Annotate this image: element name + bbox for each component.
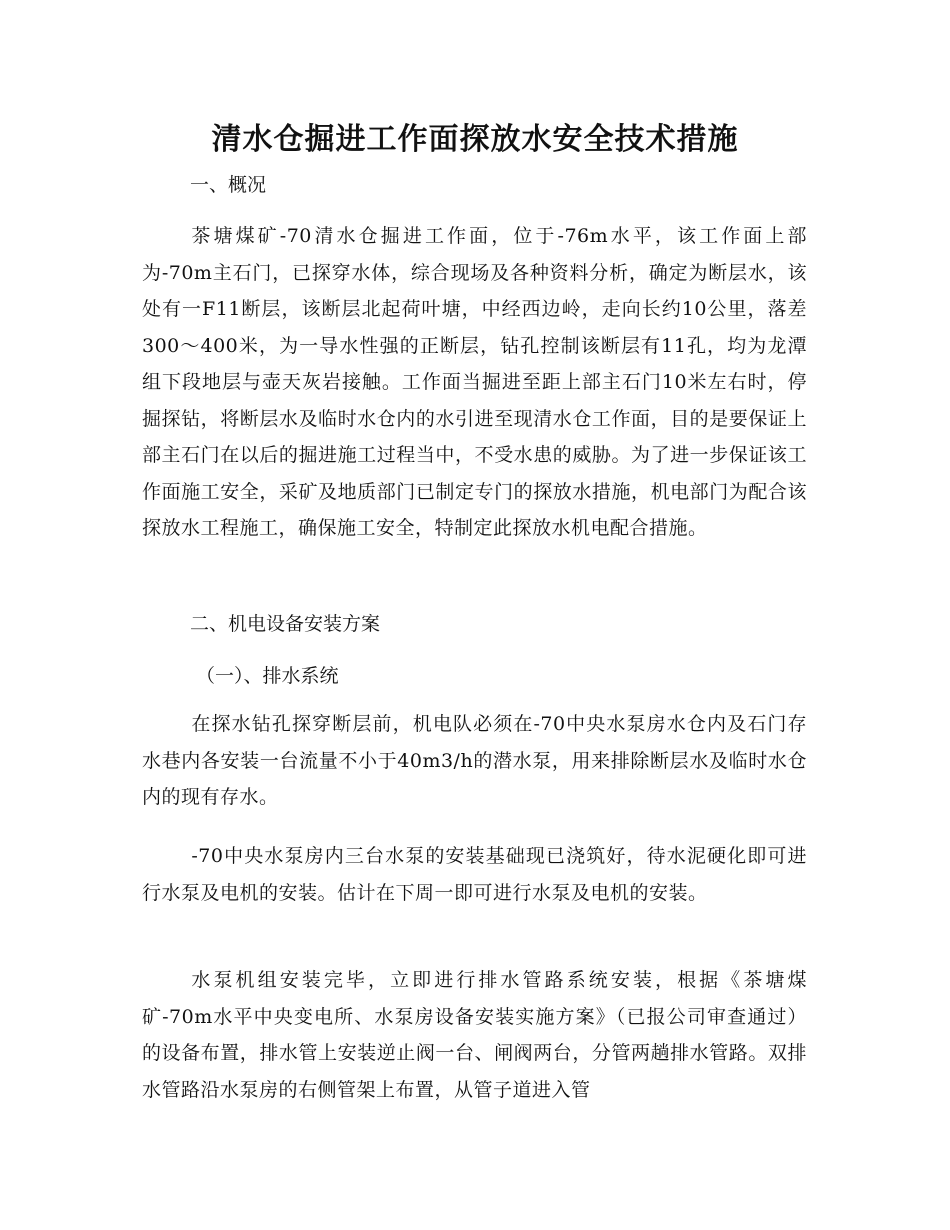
paragraph-pump-foundation: -70中央水泵房内三台水泵的安装基础现已浇筑好，待水泥硬化即可进行水泵及电机的安装。估计在下周一即可进行水泵及电机的安装。	[142, 845, 807, 904]
paragraph-drainage-pumps: 在探水钻孔探穿断层前，机电队必须在-70中央水泵房水仓内及石门存水巷内各安装一台流量不小于40m3/h的潜水泵，用来排除断层水及临时水仓内的现有存水。	[142, 713, 807, 808]
section-heading-overview: 一、概况	[190, 174, 267, 196]
section-heading-equipment: 二、机电设备安装方案	[190, 613, 381, 635]
subsection-heading-drainage: （一）、排水系统	[196, 665, 339, 687]
paragraph-pipeline: 水泵机组安装完毕，立即进行排水管路系统安装，根据《茶塘煤矿-70m水平中央变电所、水泵房设备安装实施方案》（已报公司审查通过）的设备布置，排水管上安装逆止阀一台、闸阀两台，分管两趟排水管路。双排水管路沿水泵房的右侧管架上布置，从管子道进入管	[142, 969, 807, 1101]
paragraph-overview: 茶塘煤矿-70清水仓掘进工作面，位于-76m水平，该工作面上部为-70m主石门，已探穿水体，综合现场及各种资料分析，确定为断层水，该处有一F11断层，该断层北起荷叶塘，中经西边岭，走向长约10公里，落差300～400米，为一导水性强的正断层，钻孔控制该断层有11孔，均为龙潭组下段地层与壶天灰岩接触。工作面当掘进至距上部主石门10米左右时，停掘探钻，将断层水及临时水仓内的水引进至现清水仓工作面，目的是要保证上部主石门在以后的掘进施工过程当中，不受水患的威胁。为了进一步保证该工作面施工安全，采矿及地质部门已制定专门的探放水措施，机电部门为配合该探放水工程施工，确保施工安全，特制定此探放水机电配合措施。	[142, 225, 807, 539]
document-title: 清水仓掘进工作面探放水安全技术措施	[211, 122, 739, 157]
